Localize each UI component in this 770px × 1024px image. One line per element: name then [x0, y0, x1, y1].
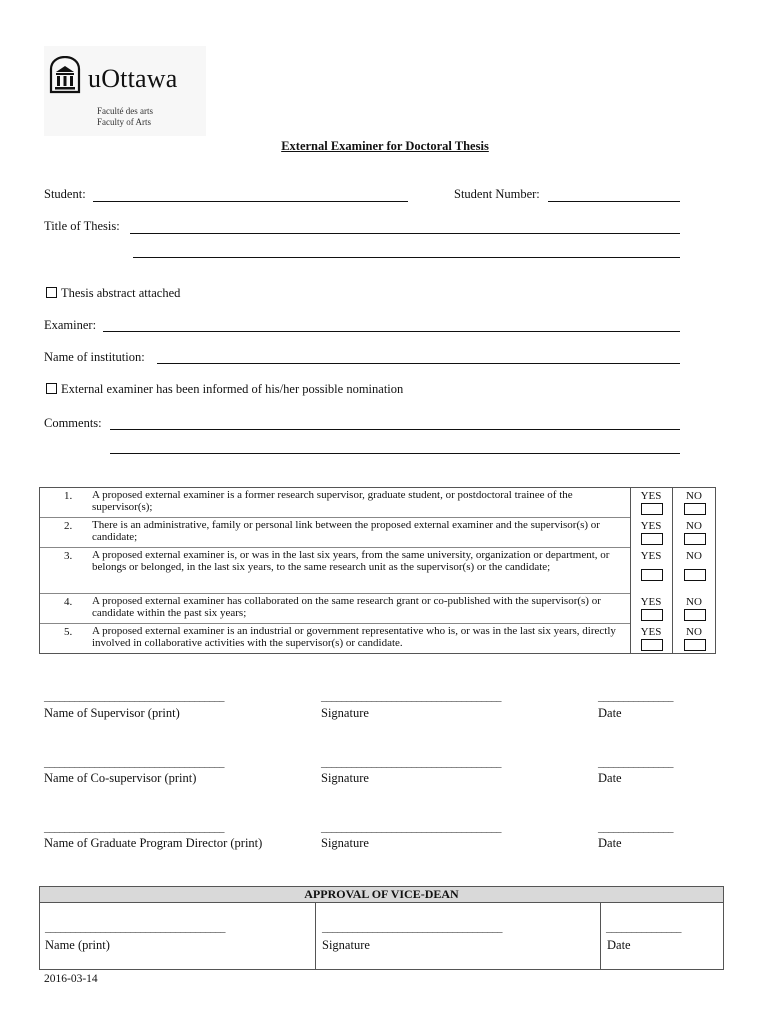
director-signature-label: Signature — [321, 836, 369, 850]
row-divider — [40, 623, 630, 624]
thesis-title-input-line-2[interactable] — [133, 257, 680, 258]
criteria-number: 4. — [64, 596, 73, 608]
row-divider — [40, 593, 630, 594]
supervisor-signature-label: Signature — [321, 706, 369, 720]
director-date-line[interactable]: _______________ — [598, 822, 673, 834]
no-checkbox[interactable] — [684, 533, 706, 545]
row-divider — [40, 517, 630, 518]
yes-label: YES — [640, 596, 662, 608]
supervisor-date-label: Date — [598, 706, 622, 720]
student-label: Student: — [44, 187, 86, 201]
vice-dean-date-label: Date — [607, 938, 631, 952]
student-number-label: Student Number: — [454, 187, 540, 201]
comments-label: Comments: — [44, 416, 102, 430]
abstract-attached-label: Thesis abstract attached — [61, 286, 181, 300]
criteria-text: A proposed external examiner is, or was in the last six years, from the same university, organization or department, or belongs or belonged, in the last six years, to the same research unit as the supervisor(s) or the candidate; — [92, 549, 610, 573]
comments-input-line[interactable] — [110, 429, 680, 430]
director-signature-line[interactable]: ____________________________________ — [321, 822, 501, 834]
no-label: NO — [686, 596, 702, 608]
criteria-number: 1. — [64, 490, 73, 502]
thesis-title-label: Title of Thesis: — [44, 219, 120, 233]
examiner-input-line[interactable] — [103, 331, 680, 332]
informed-checkbox[interactable] — [46, 383, 57, 394]
no-label: NO — [686, 520, 702, 532]
building-icon — [48, 56, 82, 96]
director-name-line[interactable]: ____________________________________ — [44, 822, 224, 834]
logo-faculty-en: Faculty of Arts — [97, 117, 151, 127]
supervisor-name-label: Name of Supervisor (print) — [44, 706, 180, 720]
comments-input-line-2[interactable] — [110, 453, 680, 454]
thesis-title-input-line[interactable] — [130, 233, 680, 234]
institution-label: Name of institution: — [44, 350, 145, 364]
co-supervisor-date-label: Date — [598, 771, 622, 785]
criteria-number: 2. — [64, 520, 73, 532]
yes-label: YES — [640, 550, 662, 562]
no-checkbox[interactable] — [684, 609, 706, 621]
no-label: NO — [686, 550, 702, 562]
director-date-label: Date — [598, 836, 622, 850]
no-label: NO — [686, 490, 702, 502]
column-divider — [600, 903, 601, 969]
vice-dean-signature-line[interactable]: ____________________________________ — [322, 922, 502, 934]
yes-label: YES — [640, 626, 662, 638]
no-label: NO — [686, 626, 702, 638]
criteria-number: 5. — [64, 626, 73, 638]
director-name-label: Name of Graduate Program Director (print) — [44, 836, 263, 850]
criteria-text: A proposed external examiner has collaborated on the same research grant or co-published with the supervisor(s) or candidate within the past six years; — [92, 595, 601, 619]
abstract-attached-checkbox[interactable] — [46, 287, 57, 298]
student-input-line[interactable] — [93, 201, 408, 202]
criteria-text: A proposed external examiner is an industrial or government representative who is, or was in the last six years, directly involved in collaborative activities with the supervisor(s) or candidate. — [92, 625, 616, 649]
no-checkbox[interactable] — [684, 569, 706, 581]
logo-faculty-fr: Faculté des arts — [97, 106, 153, 116]
row-divider — [40, 547, 630, 548]
criteria-text: A proposed external examiner is a former research supervisor, graduate student, or postdoctoral trainee of the supervisor(s); — [92, 489, 573, 513]
form-revision-date: 2016-03-14 — [44, 973, 98, 985]
informed-label: External examiner has been informed of his/her possible nomination — [61, 382, 404, 396]
vice-dean-signature-label: Signature — [322, 938, 370, 952]
institution-input-line[interactable] — [157, 363, 680, 364]
criteria-table — [39, 487, 716, 654]
yes-checkbox[interactable] — [641, 639, 663, 651]
logo-wordmark: uOttawa — [88, 64, 178, 93]
examiner-label: Examiner: — [44, 318, 97, 332]
supervisor-date-line[interactable]: _______________ — [598, 691, 673, 703]
vice-dean-approval-box — [39, 886, 724, 970]
supervisor-signature-line[interactable]: ____________________________________ — [321, 691, 501, 703]
abstract-attached-row — [46, 286, 180, 301]
yes-checkbox[interactable] — [641, 569, 663, 581]
yes-checkbox[interactable] — [641, 533, 663, 545]
vice-dean-name-label: Name (print) — [45, 938, 110, 952]
yes-checkbox[interactable] — [641, 609, 663, 621]
yes-label: YES — [640, 490, 662, 502]
vice-dean-date-line[interactable]: _______________ — [606, 922, 681, 934]
column-divider — [315, 903, 316, 969]
co-supervisor-name-line[interactable]: ____________________________________ — [44, 757, 224, 769]
criteria-number: 3. — [64, 550, 73, 562]
column-divider — [672, 488, 673, 653]
informed-row — [46, 382, 403, 397]
supervisor-name-line[interactable]: ____________________________________ — [44, 691, 224, 703]
no-checkbox[interactable] — [684, 639, 706, 651]
yes-label: YES — [640, 520, 662, 532]
co-supervisor-date-line[interactable]: _______________ — [598, 757, 673, 769]
student-number-input-line[interactable] — [548, 201, 680, 202]
co-supervisor-signature-line[interactable]: ____________________________________ — [321, 757, 501, 769]
vice-dean-name-line[interactable]: ____________________________________ — [45, 922, 225, 934]
no-checkbox[interactable] — [684, 503, 706, 515]
form-title: External Examiner for Doctoral Thesis — [281, 139, 489, 153]
co-supervisor-name-label: Name of Co-supervisor (print) — [44, 771, 197, 785]
yes-checkbox[interactable] — [641, 503, 663, 515]
approval-heading: APPROVAL OF VICE-DEAN — [40, 887, 723, 903]
co-supervisor-signature-label: Signature — [321, 771, 369, 785]
criteria-text: There is an administrative, family or personal link between the proposed external examiner and the supervisor(s) or candidate; — [92, 519, 600, 543]
